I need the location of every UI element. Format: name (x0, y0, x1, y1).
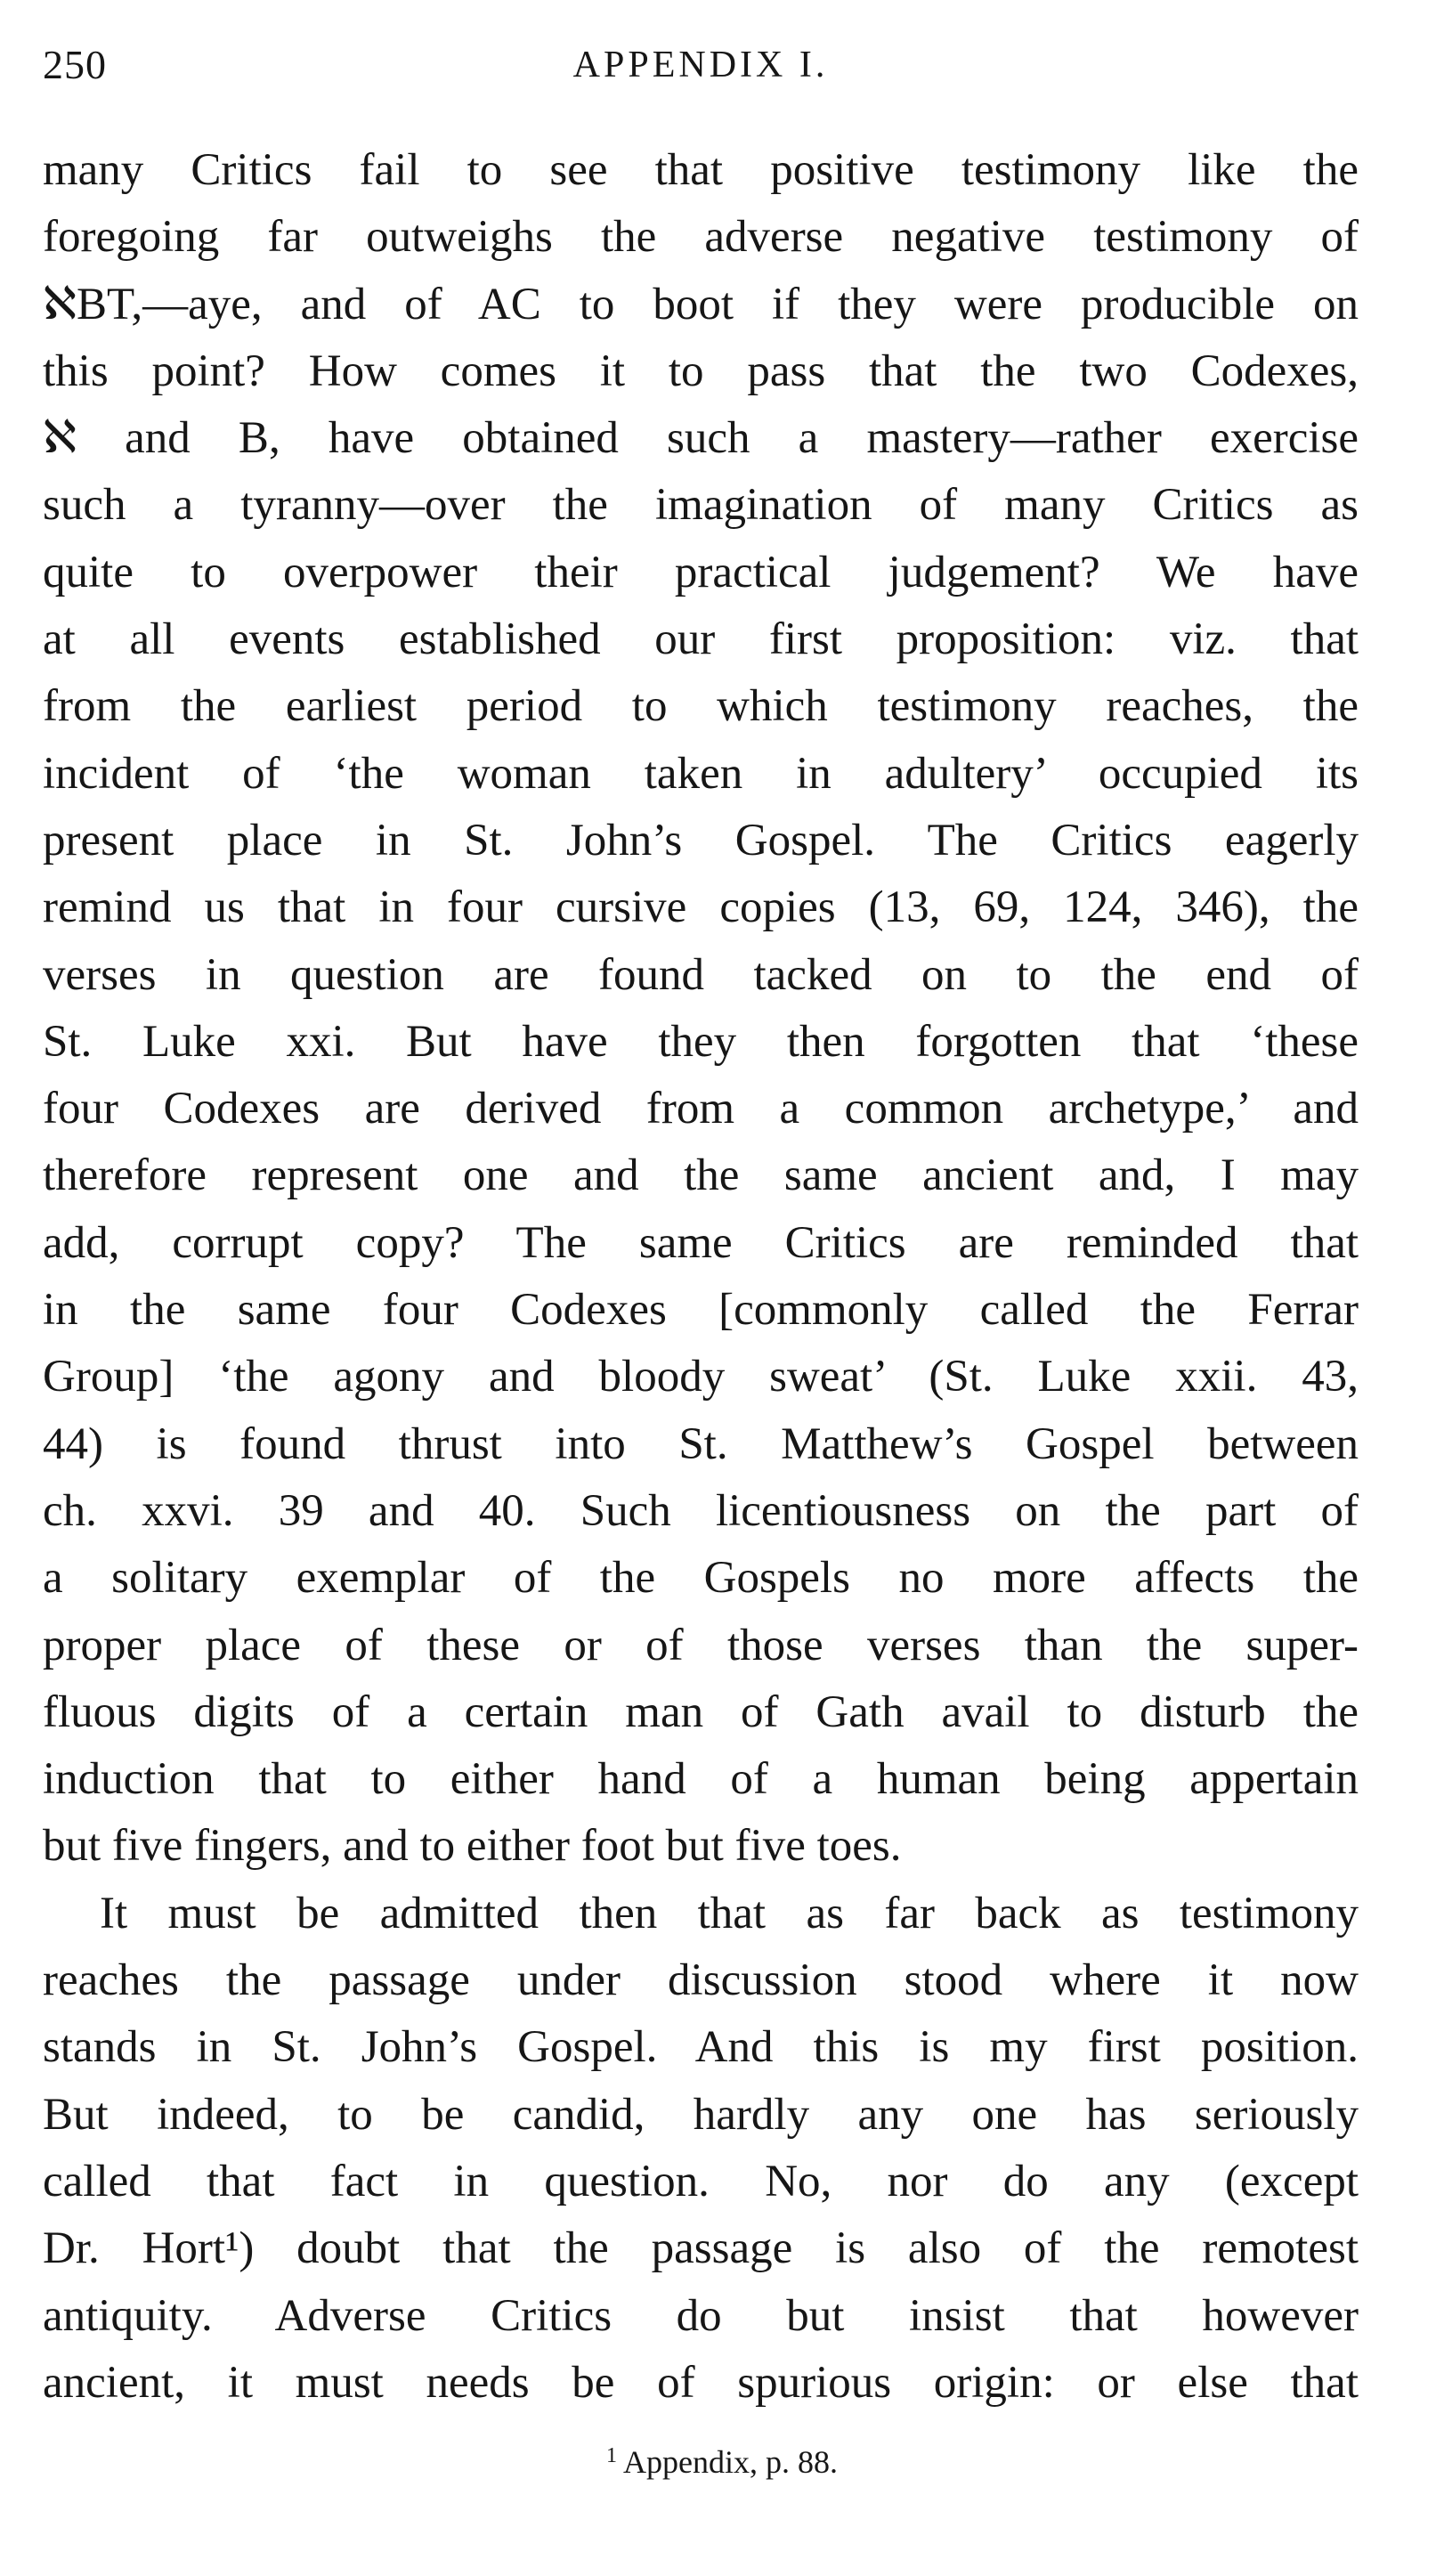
paragraph-start-line: It must be admitted then that as far back as testimony (100, 1888, 1359, 1938)
text-line: at all events established our first proposition: viz. that (43, 614, 1359, 665)
text-line: stands in St. John’s Gospel. And this is my first position. (43, 2022, 1359, 2073)
text-line: antiquity. Adverse Critics do but insist that however (43, 2290, 1359, 2341)
text-line: foregoing far outweighs the adverse negative testimony of (43, 212, 1359, 263)
body-text (43, 137, 1359, 2417)
text-line: reaches the passage under discussion stood where it now (43, 1955, 1359, 2006)
text-line: this point? How comes it to pass that the two Codexes, (43, 345, 1359, 396)
text-line: induction that to either hand of a human being appertain (43, 1754, 1359, 1805)
text-line: incident of ‘the woman taken in adultery’ occupied its (43, 748, 1359, 799)
text-line: four Codexes are derived from a common archetype,’ and (43, 1084, 1359, 1134)
text-line: fluous digits of a certain man of Gath avail to disturb the (43, 1686, 1359, 1737)
text-line: many Critics fail to see that positive testimony like the (43, 145, 1359, 195)
text-line: add, corrupt copy? The same Critics are reminded that (43, 1217, 1359, 1268)
text-line: from the earliest period to which testimony reaches, the (43, 681, 1359, 732)
footnote-marker: 1 (606, 2444, 617, 2467)
text-line: in the same four Codexes [commonly called the Ferrar (43, 1285, 1359, 1336)
text-line: quite to overpower their practical judgement? We have (43, 547, 1359, 597)
page-header (43, 34, 1359, 96)
text-line: ch. xxvi. 39 and 40. Such licentiousness on the part of (43, 1485, 1359, 1536)
text-line: verses in question are found tacked on to the end of (43, 949, 1359, 1000)
text-line: proper place of these or of those verses than the super- (43, 1620, 1359, 1670)
text-line: called that fact in question. No, nor do any (except (43, 2156, 1359, 2206)
text-line: present place in St. John’s Gospel. The Critics eagerly (43, 815, 1359, 865)
footnote (0, 2436, 1444, 2482)
text-line: Group] ‘the agony and bloody sweat’ (St. Luke xxii. 43, (43, 1352, 1359, 1402)
text-line: 44) is found thrust into St. Matthew’s Gospel between (43, 1418, 1359, 1469)
running-head: APPENDIX I. (572, 45, 829, 85)
text-line: therefore represent one and the same ancient and, I may (43, 1150, 1359, 1201)
text-line: ancient, it must needs be of spurious origin: or else that (43, 2357, 1359, 2408)
text-line: But indeed, to be candid, hardly any one has seriously (43, 2089, 1359, 2140)
text-line: but five fingers, and to either foot but five toes. (43, 1821, 902, 1872)
text-line: remind us that in four cursive copies (13, 69, 124, 346), the (43, 882, 1359, 933)
text-line: St. Luke xxi. But have they then forgotten that ‘these (43, 1016, 1359, 1067)
footnote-text: Appendix, p. 88. (623, 2444, 838, 2480)
text-line: such a tyranny—over the imagination of many Critics as (43, 480, 1359, 531)
page-number: 250 (43, 42, 107, 87)
text-line: ℵ and B, have obtained such a mastery—rather exercise (43, 413, 1359, 464)
text-line: ℵBT,—aye, and of AC to boot if they were producible on (43, 279, 1359, 329)
text-line: Dr. Hort¹) doubt that the passage is also of the remotest (43, 2223, 1359, 2274)
text-line: a solitary exemplar of the Gospels no more affects the (43, 1553, 1359, 1604)
